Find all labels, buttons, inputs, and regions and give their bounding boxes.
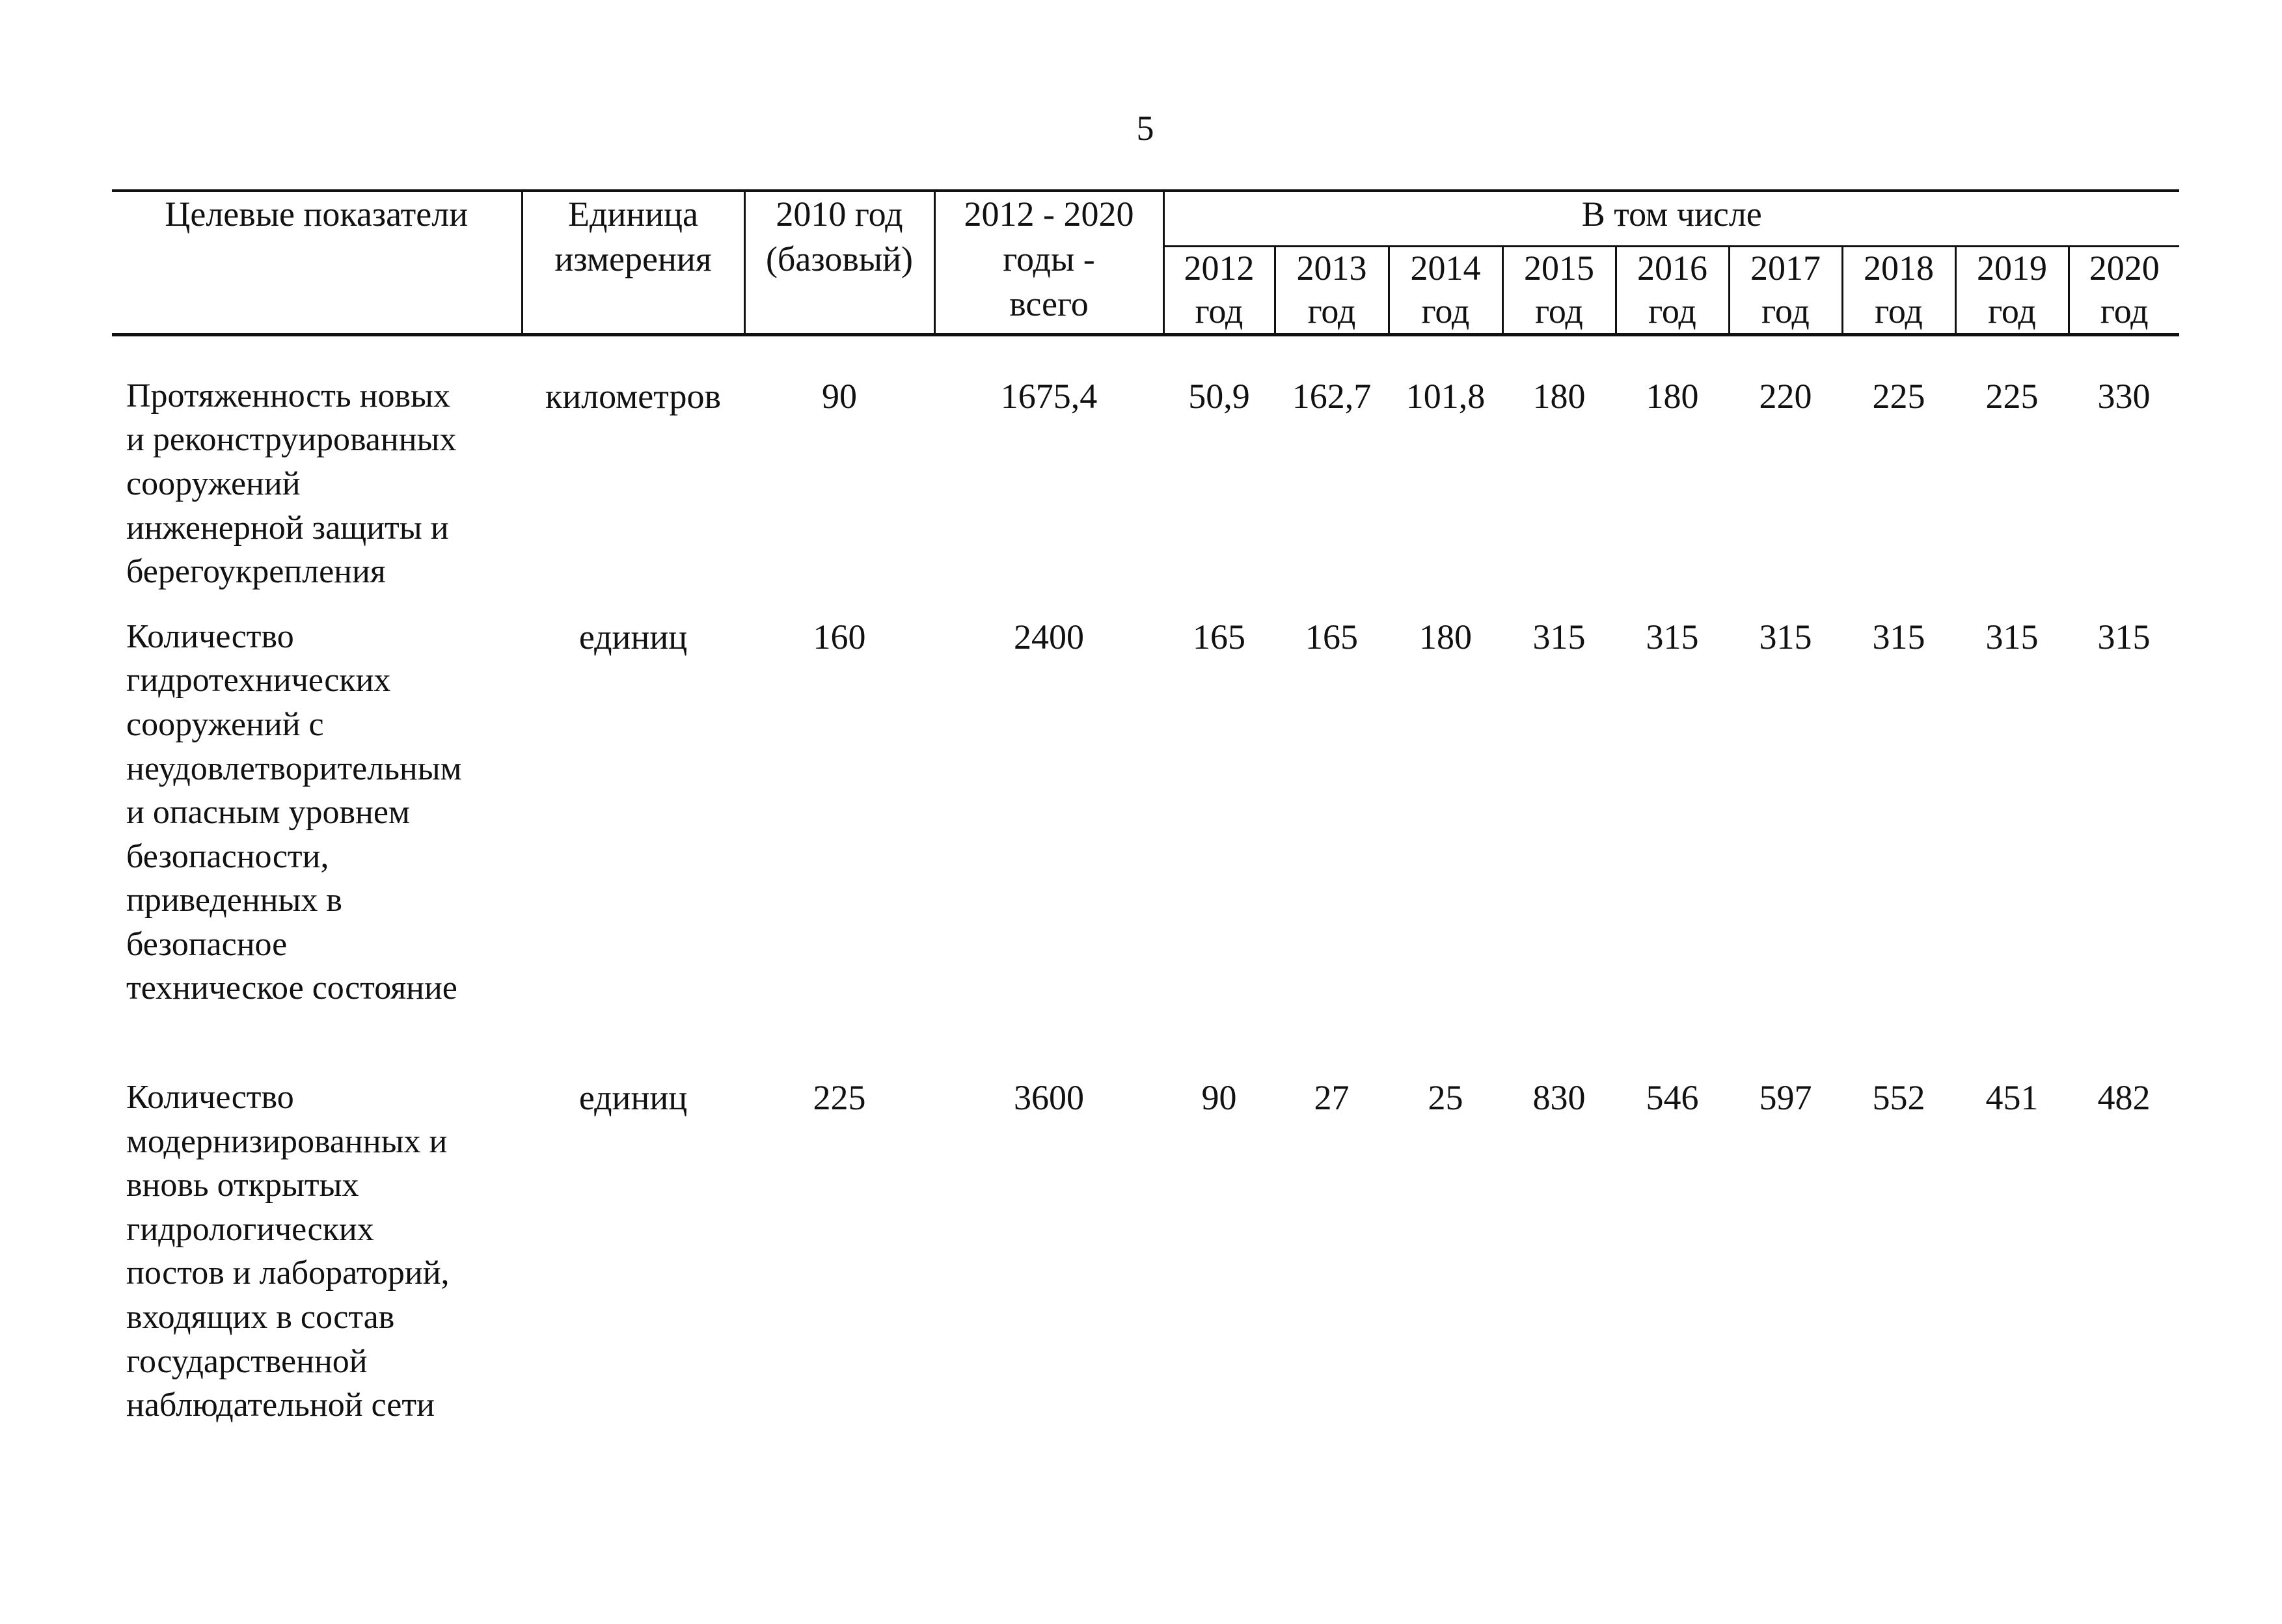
indicator-line: безопасное	[126, 925, 288, 963]
header-indicator	[112, 191, 522, 334]
year-value-cell: 162,7	[1292, 376, 1372, 416]
indicator-cell	[112, 594, 522, 1010]
target-indicators-table	[112, 189, 2179, 1428]
header-group-label: В том числе	[1581, 195, 1762, 234]
year-number: 2012	[1184, 249, 1255, 288]
year-value-cell: 220	[1759, 376, 1812, 416]
year-value-cell: 180	[1532, 376, 1586, 416]
indicator-cell	[112, 374, 522, 594]
base-value-cell: 160	[813, 617, 866, 656]
table-row	[112, 594, 2179, 1010]
header-unit-line: измерения	[554, 239, 712, 279]
year-number: 2019	[1977, 249, 2047, 288]
indicator-line: Количество	[126, 617, 294, 655]
indicator-line: и опасным уровнем	[126, 794, 410, 832]
indicator-line: наблюдательной сети	[126, 1387, 435, 1424]
header-base-line: 2010 год	[776, 195, 903, 234]
header-year	[1163, 247, 1275, 335]
header-year	[1842, 247, 1955, 335]
indicator-line: берегоукрепления	[126, 553, 386, 591]
year-suffix: год	[1307, 291, 1356, 331]
header-year	[1275, 247, 1389, 335]
header-total-line: всего	[1009, 284, 1089, 324]
table-row	[112, 1010, 2179, 1428]
year-value-cell: 101,8	[1406, 376, 1486, 416]
header-year	[2069, 247, 2179, 335]
indicator-line: и реконструированных	[126, 421, 457, 459]
indicator-line: гидротехнических	[126, 662, 391, 699]
year-value-cell: 27	[1314, 1078, 1350, 1118]
year-suffix: год	[1535, 291, 1583, 331]
indicator-line: модернизированных и	[126, 1122, 448, 1160]
year-number: 2013	[1296, 249, 1367, 288]
header-year	[1389, 247, 1502, 335]
year-value-cell: 482	[2097, 1078, 2151, 1118]
indicator-line: постов и лабораторий,	[126, 1254, 450, 1292]
indicator-line: техническое состояние	[126, 969, 457, 1007]
year-value-cell: 180	[1419, 617, 1472, 656]
header-year	[1955, 247, 2069, 335]
indicator-line: сооружений	[126, 465, 301, 502]
header-year	[1729, 247, 1842, 335]
year-number: 2017	[1750, 249, 1821, 288]
indicator-line: государственной	[126, 1342, 368, 1380]
year-value-cell: 546	[1646, 1078, 1699, 1118]
table-row	[112, 374, 2179, 594]
header-total	[934, 191, 1163, 334]
year-suffix: год	[2100, 291, 2149, 331]
year-value-cell: 451	[1985, 1078, 2039, 1118]
year-suffix: год	[1421, 291, 1470, 331]
year-value-cell: 50,9	[1188, 376, 1250, 416]
year-suffix: год	[1761, 291, 1810, 331]
year-number: 2014	[1410, 249, 1481, 288]
indicator-line: входящих в состав	[126, 1299, 395, 1336]
header-base-line: (базовый)	[765, 239, 914, 279]
indicator-line: гидрологических	[126, 1210, 374, 1248]
indicator-line: Протяженность новых	[126, 377, 450, 414]
header-unit-line: Единица	[567, 195, 699, 234]
unit-cell: единиц	[578, 1078, 688, 1118]
base-value-cell: 90	[822, 376, 857, 416]
header-base-year	[744, 191, 934, 334]
year-value-cell: 180	[1646, 376, 1699, 416]
header-group-including	[1163, 191, 2179, 247]
year-suffix: год	[1875, 291, 1923, 331]
indicator-line: неудовлетворительным	[126, 750, 462, 787]
base-value-cell: 225	[813, 1078, 866, 1118]
total-value-cell: 2400	[1014, 617, 1084, 656]
year-number: 2016	[1637, 249, 1707, 288]
unit-cell: километров	[545, 376, 721, 416]
indicator-line: Количество	[126, 1079, 294, 1116]
year-number: 2015	[1524, 249, 1594, 288]
year-value-cell: 315	[1872, 617, 1925, 656]
year-suffix: год	[1988, 291, 2036, 331]
total-value-cell: 3600	[1014, 1078, 1084, 1118]
total-value-cell: 1675,4	[1000, 376, 1098, 416]
unit-cell: единиц	[578, 617, 688, 656]
year-value-cell: 25	[1428, 1078, 1463, 1118]
indicator-line: приведенных в	[126, 882, 342, 919]
indicator-cell	[112, 1010, 522, 1428]
year-value-cell: 552	[1872, 1078, 1925, 1118]
indicator-line: сооружений с	[126, 705, 324, 743]
year-value-cell: 90	[1201, 1078, 1237, 1118]
year-value-cell: 830	[1532, 1078, 1586, 1118]
indicator-line: безопасности,	[126, 837, 329, 875]
header-total-line: 2012 - 2020	[964, 195, 1134, 234]
header-total-line: годы -	[1003, 239, 1095, 279]
header-unit	[522, 191, 744, 334]
year-value-cell: 597	[1759, 1078, 1812, 1118]
year-value-cell: 315	[2097, 617, 2151, 656]
year-suffix: год	[1195, 291, 1243, 331]
year-suffix: год	[1648, 291, 1696, 331]
year-value-cell: 330	[2097, 376, 2151, 416]
year-value-cell: 315	[1759, 617, 1812, 656]
header-year	[1616, 247, 1729, 335]
year-number: 2018	[1864, 249, 1934, 288]
indicator-line: вновь открытых	[126, 1167, 359, 1204]
year-number: 2020	[2089, 249, 2160, 288]
year-value-cell: 315	[1646, 617, 1699, 656]
year-value-cell: 315	[1532, 617, 1586, 656]
year-value-cell: 165	[1305, 617, 1358, 656]
header-indicator-label: Целевые показатели	[165, 195, 469, 234]
year-value-cell: 315	[1985, 617, 2039, 656]
year-value-cell: 225	[1985, 376, 2039, 416]
indicator-line: инженерной защиты и	[126, 509, 449, 547]
header-year	[1502, 247, 1616, 335]
year-value-cell: 225	[1872, 376, 1925, 416]
page-number: 5	[1136, 109, 1154, 148]
year-value-cell: 165	[1193, 617, 1245, 656]
